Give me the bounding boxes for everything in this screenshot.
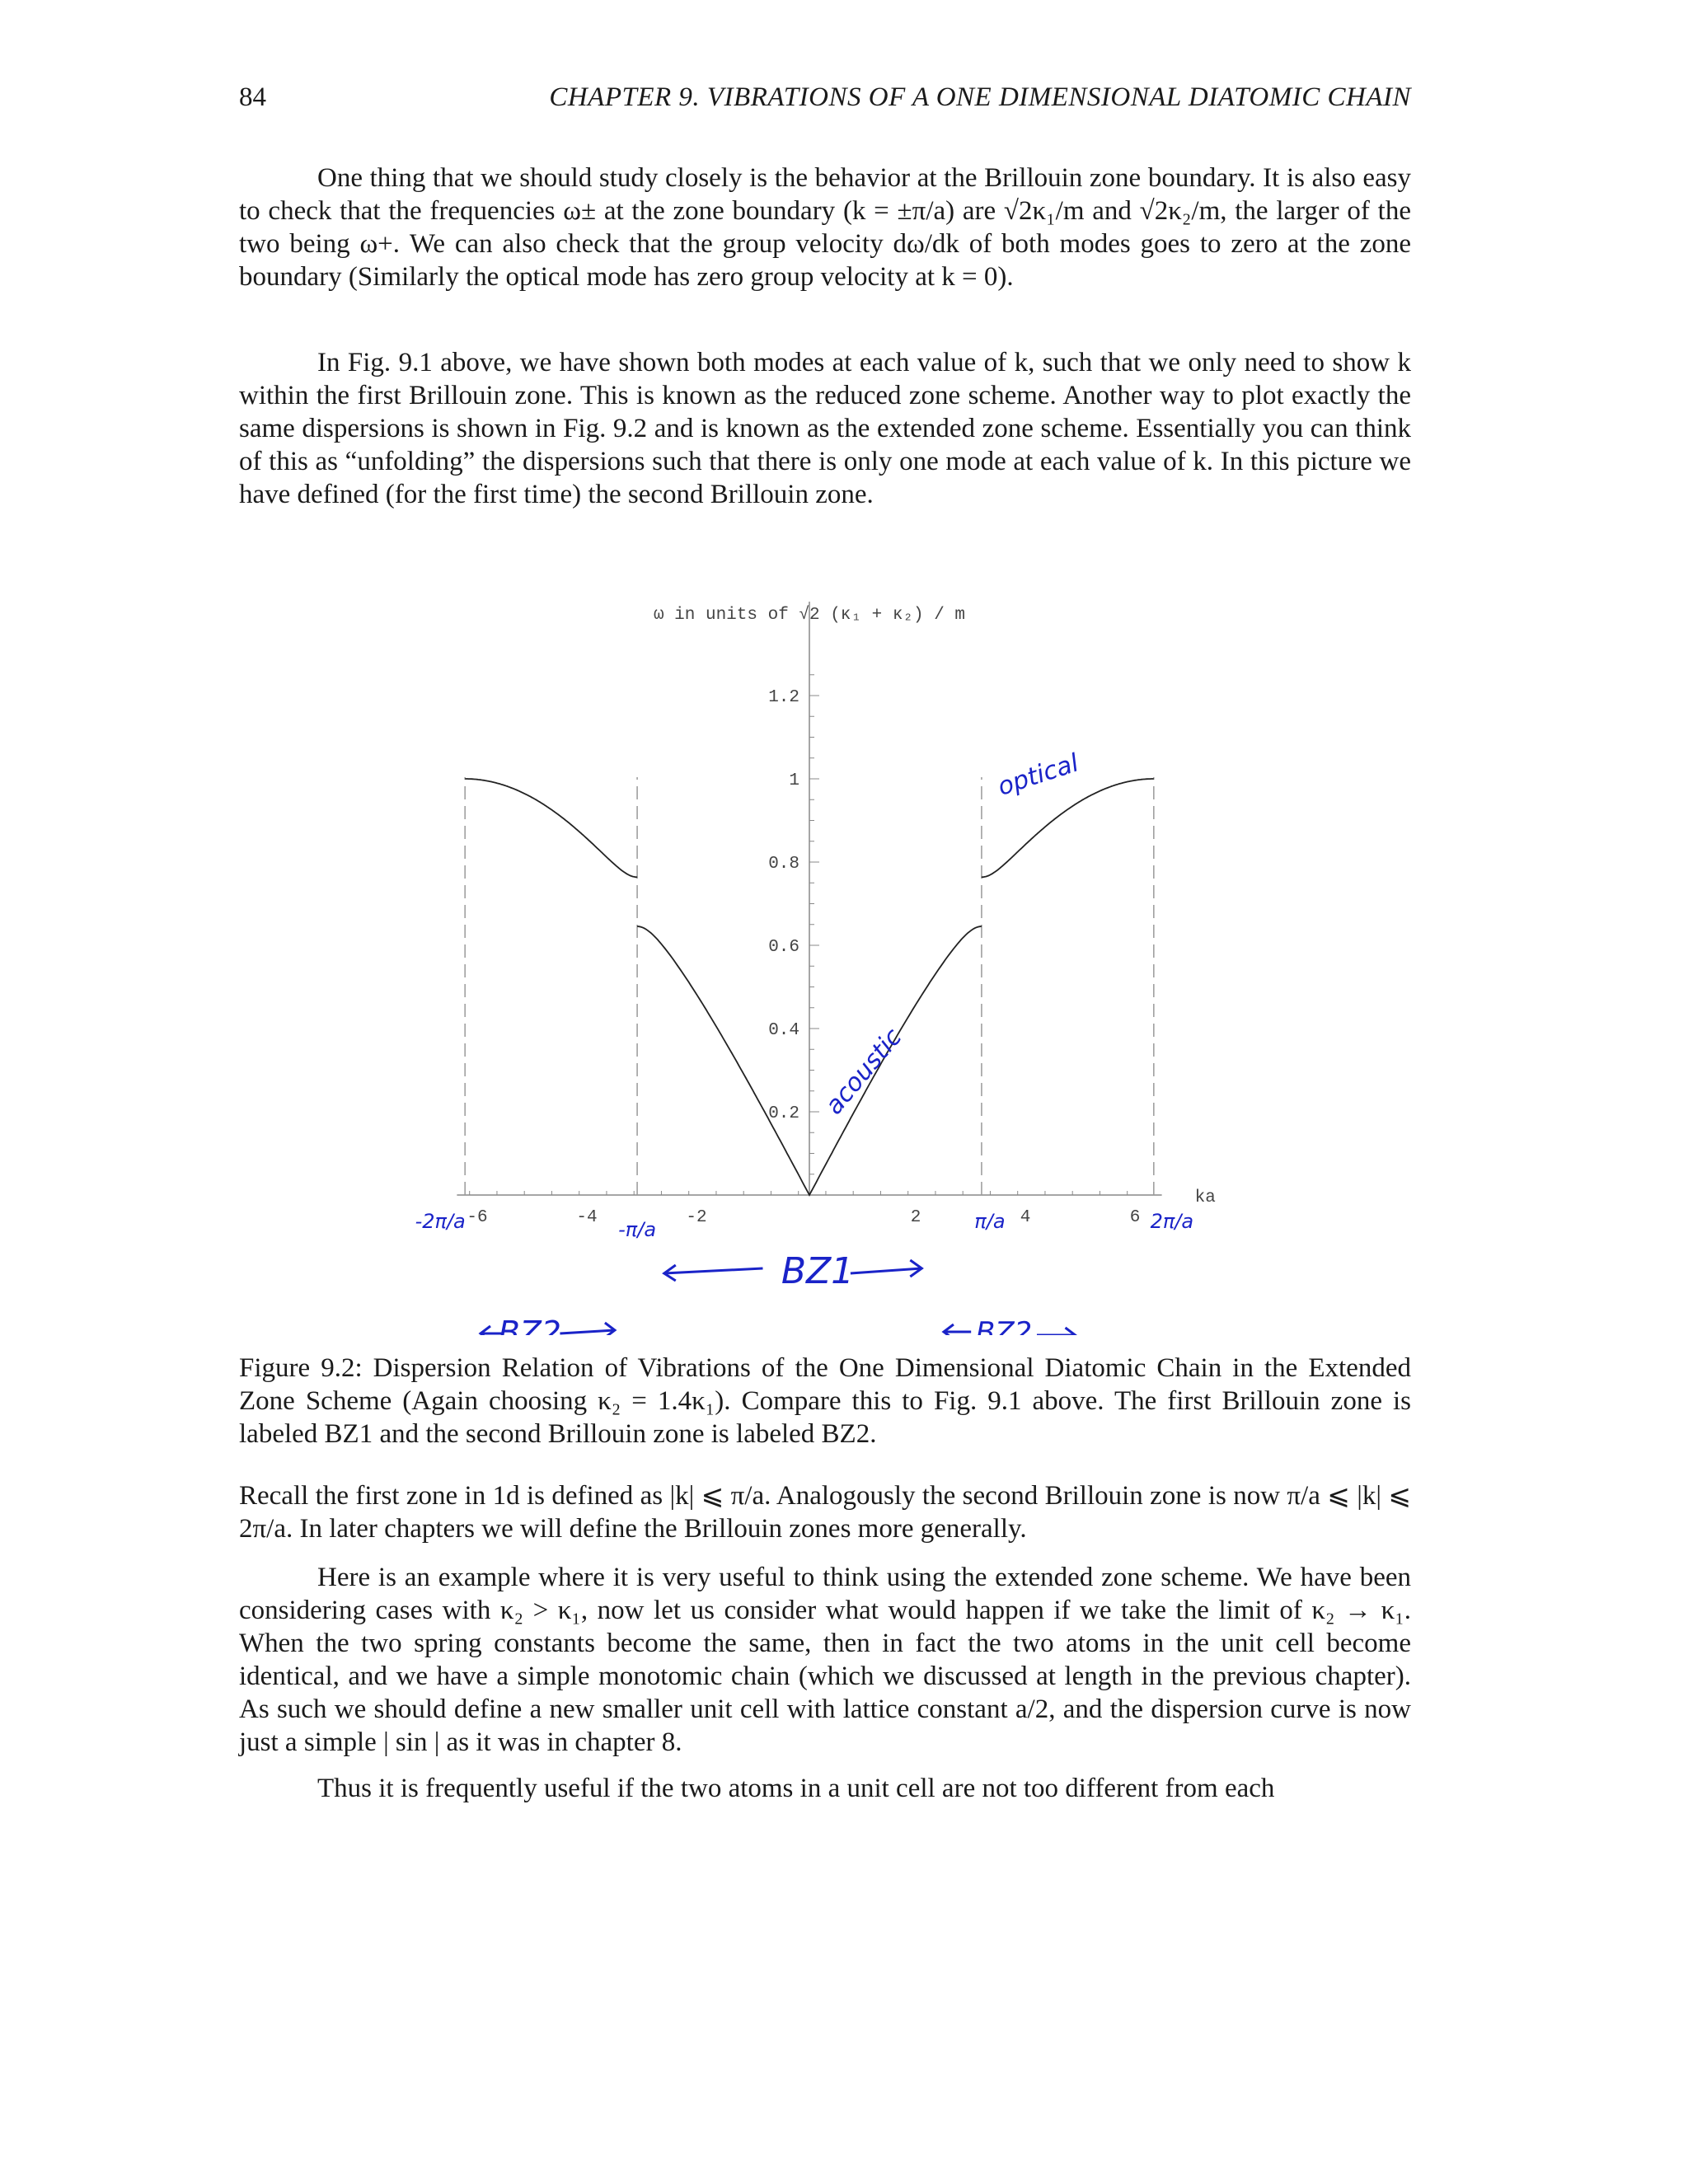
y-axis-label: ω in units of √2 (κ₁ + κ₂) / m [653,606,966,625]
x-tick-label: 6 [1129,1208,1141,1227]
optical-branch-left [465,779,637,877]
x-tick-label: 2 [910,1208,921,1227]
bz2-right-label: BZ2 [975,1316,1033,1335]
bz1-right-arrow [851,1268,921,1273]
y-tick-label: 1.2 [768,688,799,707]
two-pi-a-label: 2π/a [1150,1210,1194,1233]
paragraph-second-zone: Recall the first zone in 1d is defined as |k| ⩽ π/a. Analogously the second Brillouin zone is now π/a ⩽ |k| ⩽ 2π/a. In later chapters we will define the Brillouin zones more generally. [239,1481,1411,1544]
pi-a-label: π/a [974,1210,1006,1233]
y-tick-label: 0.4 [768,1021,799,1040]
neg-two-pi-a-label: -2π/a [415,1210,466,1233]
y-tick-label: 0.2 [768,1104,799,1123]
running-head: CHAPTER 9. VIBRATIONS OF A ONE DIMENSIONAL DIATOMIC CHAIN [549,82,1411,112]
x-tick-label: -2 [686,1208,707,1227]
y-tick-label: 0.6 [768,938,799,957]
x-tick-label: -4 [576,1208,598,1227]
bz1-label: BZ1 [781,1250,855,1292]
optical-annotation: optical [994,748,1083,802]
bz2-left-label: BZ2 [498,1315,561,1335]
x-tick-label: 4 [1020,1208,1031,1227]
paragraph-zone-boundary: One thing that we should study closely is the behavior at the Brillouin zone boundary. It is also easy to check that the frequencies ω± at the zone boundary (k = ±π/a) are √2κ₁/m and √2κ₂/m, the larger of the two being ω+. We can also check that the group velocity dω/dk of both modes goes to zero at the zone boundary (Similarly the optical mode has zero group velocity at k = 0). [239,163,1411,292]
y-tick-label: 1 [789,771,799,790]
bz1-left-arrow [664,1268,763,1273]
bz2-left-arrow-r [560,1330,615,1333]
paragraph-closing: Thus it is frequently useful if the two atoms in a unit cell are not too different from each [317,1774,1275,1803]
figure-dispersion [0,577,1688,1339]
paragraph-extended-example: Here is an example where it is very useful to think using the extended zone scheme. We have been considering cases with κ₂ > κ₁, now let us consider what would happen if we take the limit of κ₂ → κ₁. When the two spring constants become the same, then in fact the two atoms in the unit cell become identical, and we have a simple monotomic chain (which we discussed at length in the previous chapter). As such we should define a new smaller unit cell with lattice constant a/2, and the dispersion curve is now just a simple | sin | as it was in chapter 8. [239,1563,1411,1757]
bz2-right-arrowhead-l [944,1324,954,1335]
y-tick-label: 0.8 [768,855,799,874]
dispersion-chart [0,577,1688,1335]
acoustic-annotation: acoustic [819,1023,908,1121]
page-header [239,82,1411,120]
figure-caption: Figure 9.2: Dispersion Relation of Vibrations of the One Dimensional Diatomic Chain in the Extended Zone Scheme (Again choosing κ₂ = 1.4κ₁). Compare this to Fig. 9.1 above. The first Brillouin zone is labeled BZ1 and the second Brillouin zone is labeled BZ2. [239,1353,1411,1449]
bz2-left-arrowhead-r [605,1323,615,1335]
neg-pi-a-label: -π/a [618,1218,657,1241]
page-number: 84 [239,82,266,112]
x-axis-label: ka [1194,1188,1216,1207]
x-tick-label: -6 [467,1208,488,1227]
paragraph-reduced-zone: In Fig. 9.1 above, we have shown both modes at each value of k, such that we only need to show k within the first Brillouin zone. This is known as the reduced zone scheme. Another way to plot exactly the same dispersions is shown in Fig. 9.2 and is known as the extended zone scheme. Essentially you can think of this as “unfolding” the dispersions such that there is only one mode at each value of k. In this picture we have defined (for the first time) the second Brillouin zone. [239,348,1411,509]
